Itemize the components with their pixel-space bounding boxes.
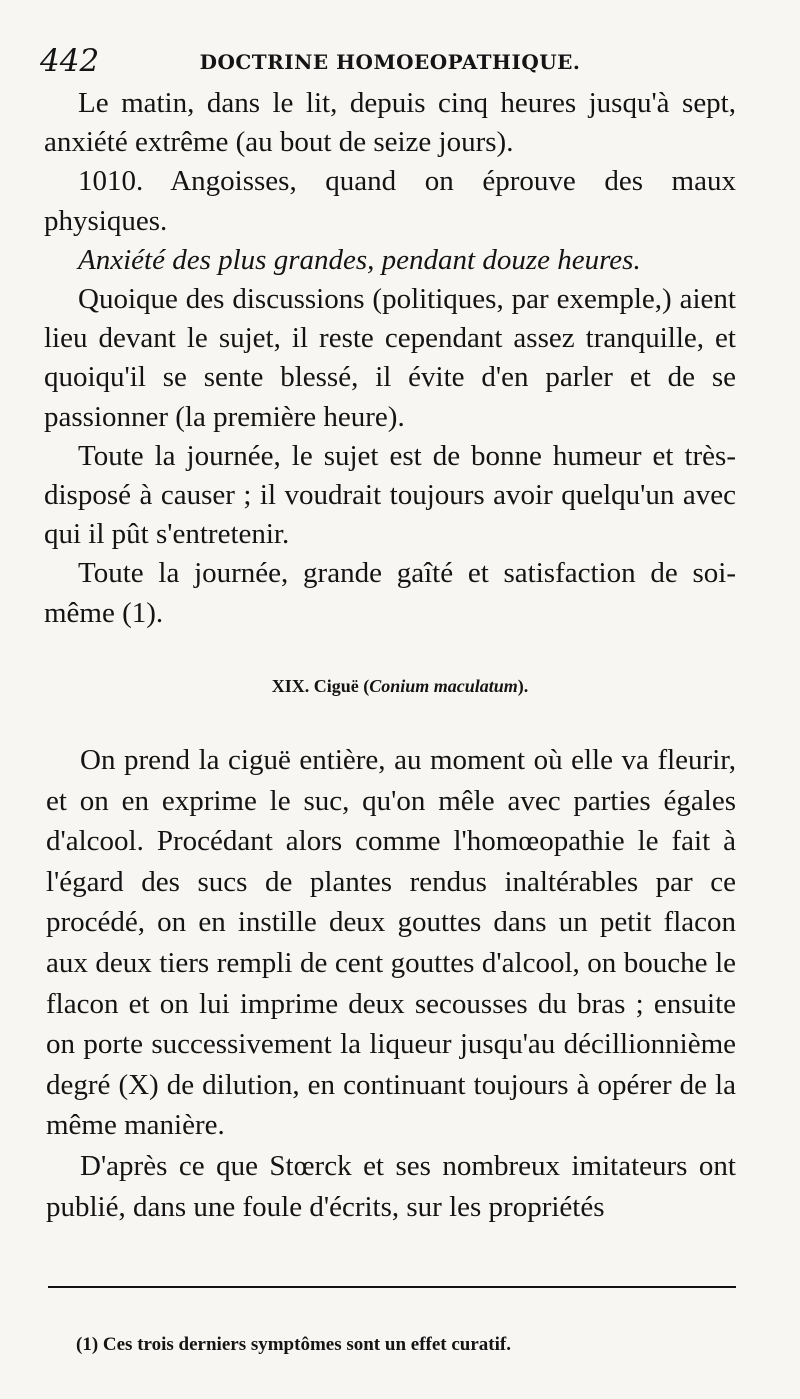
symptom-list bbox=[44, 84, 736, 633]
symptom-paragraph: Le matin, dans le lit, depuis cinq heures jusqu'à sept, anxiété extrême (au bout de seize jours). bbox=[44, 87, 736, 159]
symptom-paragraph: Quoique des discussions (politiques, par exemple,) aient lieu devant le sujet, il reste cependant assez tranquille, et quoiqu'il se sente blessé, il évite d'en parler et de se passionner (la première heure). bbox=[44, 283, 736, 433]
section-latin-name: Conium maculatum bbox=[369, 676, 518, 696]
running-head: DOCTRINE HOMOEOPATHIQUE. bbox=[199, 50, 581, 74]
page-header bbox=[40, 44, 740, 78]
section-paragraph: On prend la ciguë entière, au moment où elle va fleurir, et on en exprime le suc, qu'on mêle avec parties égales d'alcool. Procédant alors comme l'homœopathie le fait à l'égard des sucs de plantes rendus inaltérables par ce procédé, on en instille deux gouttes dans un petit flacon aux deux tiers rempli de cent gouttes d'alcool, on bouche le flacon et on lui imprime deux secousses du bras ; ensuite on porte successivement la liqueur jusqu'au décillionnième degré (X) de dilution, en continuant toujours à opérer de la même manière. bbox=[46, 744, 736, 1142]
section-number: XIX. bbox=[271, 676, 310, 696]
section-name: Ciguë bbox=[313, 676, 359, 696]
symptom-paragraph: Toute la journée, grande gaîté et satisfaction de soi-même (1). bbox=[44, 557, 736, 629]
footnote: (1) Ces trois derniers symptômes sont un effet curatif. bbox=[76, 1334, 511, 1355]
section-paragraph: D'après ce que Stœrck et ses nombreux imitateurs ont publié, dans une foule d'écrits, sur les propriétés bbox=[46, 1149, 736, 1223]
symptom-paragraph: 1010. Angoisses, quand on éprouve des maux physiques. bbox=[44, 165, 736, 237]
symptom-paragraph bbox=[44, 241, 736, 280]
symptom-paragraph: Toute la journée, le sujet est de bonne humeur et très-disposé à causer ; il voudrait toujours avoir quelqu'un avec qui il pût s'entretenir. bbox=[44, 439, 736, 551]
italic-symptom: Anxiété des plus grandes, pendant douze heures. bbox=[78, 243, 641, 276]
page-number: 442 bbox=[40, 43, 100, 79]
section-heading: XIX. Ciguë (Conium maculatum). bbox=[271, 676, 529, 696]
footnote-rule bbox=[48, 1286, 736, 1288]
section-body bbox=[46, 740, 736, 1227]
